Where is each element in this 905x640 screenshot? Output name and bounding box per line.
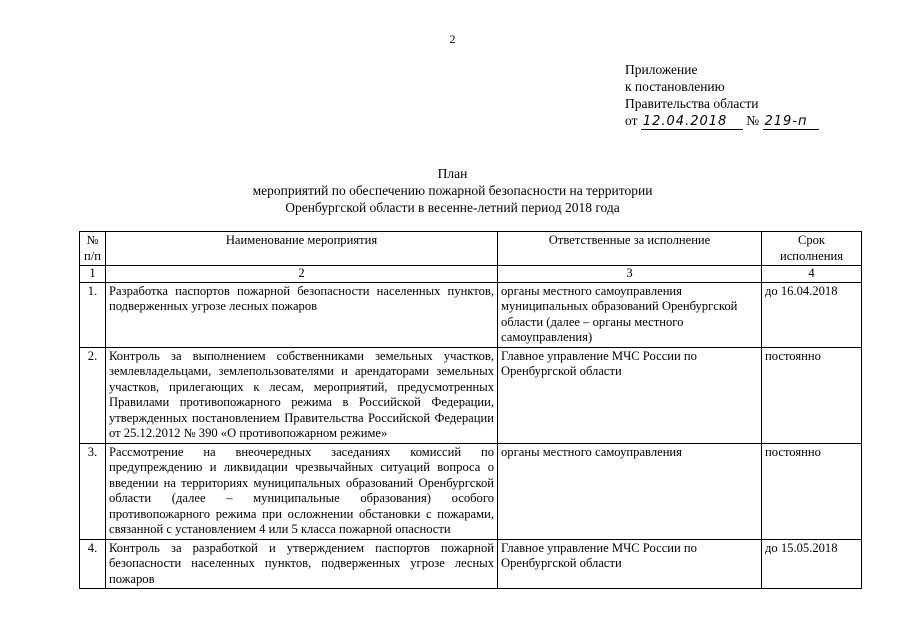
index-cell: 2: [106, 266, 498, 283]
header-name: Наименование мероприятия: [106, 232, 498, 266]
index-cell: 4: [762, 266, 862, 283]
appendix-block: [625, 61, 819, 130]
title-line-1: План: [437, 166, 468, 181]
appendix-line-2: к постановлению: [625, 79, 725, 94]
row-name: Контроль за выполнением собственниками земельных участков, землевладельцами, землепользователями и арендаторами земельных участков, прилегающих к лесам, мероприятий, предусмотренных Правилами противопожарного режима в Российской Федерации, утвержденных постановлением Правительства Российской Федерации от 25.12.2012 № 390 «О противопожарном режиме»: [106, 347, 498, 443]
appendix-line-3: Правительства области: [625, 96, 759, 111]
row-term: постоянно: [762, 347, 862, 443]
row-name: Контроль за разработкой и утверждением паспортов пожарной безопасности населенных пунктов, подверженных угрозе лесных пожаров: [106, 539, 498, 589]
title-line-3: Оренбургской области в весенне-летний период 2018 года: [285, 200, 620, 215]
table-row: [80, 539, 862, 589]
plan-title: [0, 165, 905, 216]
row-responsible: органы местного самоуправления муниципальных образований Оренбургской области (далее – органы местного самоуправления): [498, 282, 762, 347]
date-prefix: от: [625, 113, 638, 128]
header-responsible: Ответственные за исполнение: [498, 232, 762, 266]
table-row: [80, 347, 862, 443]
appendix-line-1: Приложение: [625, 62, 698, 77]
row-term: до 16.04.2018: [762, 282, 862, 347]
row-term: постоянно: [762, 443, 862, 539]
title-line-2: мероприятий по обеспечению пожарной безопасности на территории: [252, 183, 653, 198]
header-num: № п/п: [80, 232, 106, 266]
page-number: 2: [449, 32, 456, 46]
appendix-date-line: [625, 112, 819, 130]
row-name: Рассмотрение на внеочередных заседаниях комиссий по предупреждению и ликвидации чрезвычайных ситуаций вопроса о введении на территориях муниципальных образований Оренбургской области (далее – муниципальные образования) особого противопожарного режима при осложнении обстановки с пожарами, связанной с установлением 4 или 5 класса пожарной опасности: [106, 443, 498, 539]
row-term: до 15.05.2018: [762, 539, 862, 589]
handwritten-date: 12.04.2018: [641, 115, 743, 130]
row-responsible: органы местного самоуправления: [498, 443, 762, 539]
table-row: [80, 282, 862, 347]
plan-table: [79, 231, 862, 589]
handwritten-number: 219-п: [763, 115, 819, 130]
header-term: Срок исполнения: [762, 232, 862, 266]
index-cell: 3: [498, 266, 762, 283]
column-index-row: [80, 266, 862, 283]
row-num: 1.: [80, 282, 106, 347]
index-cell: 1: [80, 266, 106, 283]
row-name: Разработка паспортов пожарной безопасности населенных пунктов, подверженных угрозе лесных пожаров: [106, 282, 498, 347]
row-num: 3.: [80, 443, 106, 539]
table-row: [80, 443, 862, 539]
row-responsible: Главное управление МЧС России по Оренбургской области: [498, 347, 762, 443]
table-header-row: [80, 232, 862, 266]
row-num: 4.: [80, 539, 106, 589]
row-num: 2.: [80, 347, 106, 443]
row-responsible: Главное управление МЧС России по Оренбургской области: [498, 539, 762, 589]
number-prefix: №: [746, 113, 760, 128]
